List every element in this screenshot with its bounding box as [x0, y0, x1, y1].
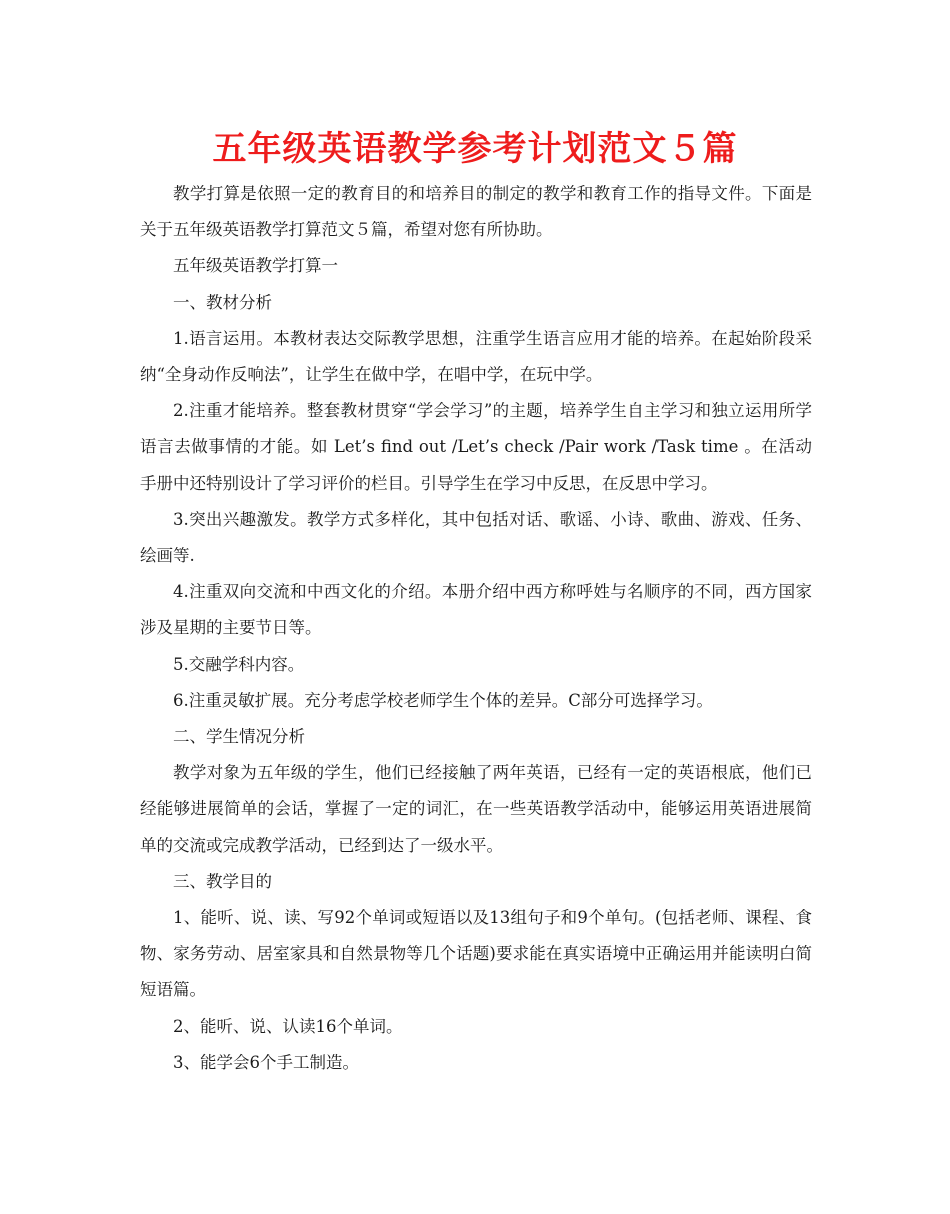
intro-paragraph: 教学打算是依照一定的教育目的和培养目的制定的教学和教育工作的指导文件。下面是关于五年级英语教学打算范文５篇，希望对您有所协助。	[140, 184, 812, 240]
document-title: 五年级英语教学参考计划范文５篇	[212, 129, 738, 169]
section-heading-student-analysis: 二、学生情况分析	[173, 727, 305, 747]
section-heading-textbook-analysis: 一、教材分析	[173, 292, 272, 312]
paragraph-ability-training: 2.注重才能培养。整套教材贯穿“学会学习”的主题，培养学生自主学习和独立运用所学语言去做事情的才能。如 Let’s find out /Let’s check /Pair work /Task time 。在活动手册中还特别设计了学习评价的栏目。引导学生在学习中反思，在反思中学习。	[140, 401, 812, 493]
document-body	[140, 176, 812, 1081]
section-heading-teaching-goals: 三、教学目的	[173, 871, 272, 891]
paragraph-subjects: 5.交融学科内容。	[173, 654, 305, 674]
paragraph-goal-1: 1、能听、说、读、写92个单词或短语以及13组句子和9个单句。(包括老师、课程、食物、家务劳动、居室家具和自然景物等几个话题)要求能在真实语境中正确运用并能读明白简短语篇。	[140, 908, 812, 1000]
paragraph-students: 教学对象为五年级的学生，他们已经接触了两年英语，已经有一定的英语根底，他们已经能够进展简单的会话，掌握了一定的词汇，在一些英语教学活动中，能够运用英语进展简单的交流或完成教学活动，已经到达了一级水平。	[140, 763, 812, 855]
paragraph-interest: 3.突出兴趣激发。教学方式多样化，其中包括对话、歌谣、小诗、歌曲、游戏、任务、绘画等.	[140, 509, 812, 566]
paragraph-extension: 6.注重灵敏扩展。充分考虑学校老师学生个体的差异。C部分可选择学习。	[173, 690, 713, 710]
plan-heading: 五年级英语教学打算一	[173, 256, 338, 276]
paragraph-culture: 4.注重双向交流和中西文化的介绍。本册介绍中西方称呼姓与名顺序的不同，西方国家涉及星期的主要节日等。	[140, 582, 812, 638]
paragraph-goal-3: 3、能学会6个手工制造。	[173, 1052, 359, 1072]
paragraph-goal-2: 2、能听、说、认读16个单词。	[173, 1016, 403, 1036]
paragraph-language-use: 1.语言运用。本教材表达交际教学思想，注重学生语言应用才能的培养。在起始阶段采纳“全身动作反响法”，让学生在做中学，在唱中学，在玩中学。	[140, 328, 812, 385]
